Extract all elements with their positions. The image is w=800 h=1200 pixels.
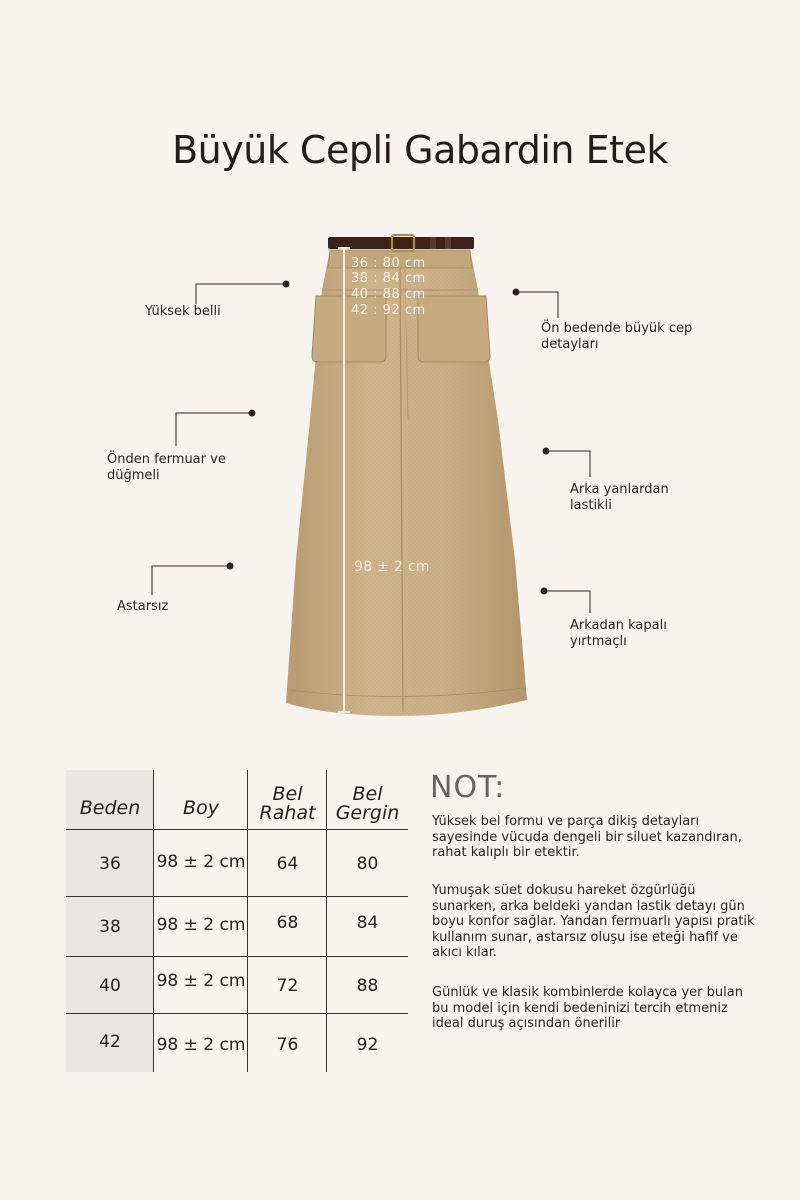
header-stretched-line2: Gergin <box>335 802 400 824</box>
cell-size: 40 <box>99 976 121 996</box>
waist-measurement-36: 36 : 80 cm <box>351 256 426 271</box>
header-size: Beden <box>79 797 141 819</box>
callout-line-back-elastic <box>546 451 590 477</box>
cell-relaxed: 76 <box>276 1035 299 1055</box>
callout-back-elastic: Arka yanlardan lastikli <box>570 482 669 513</box>
cell-relaxed: 64 <box>276 854 299 874</box>
cell-stretched: 80 <box>356 854 379 874</box>
callout-dot-front-zip <box>249 410 256 417</box>
header-relaxed-line2: Rahat <box>259 802 316 824</box>
callout-front-pockets: Ön bedende büyük cep detayları <box>541 321 693 352</box>
waist-measurement-38: 38 : 84 cm <box>351 271 426 286</box>
length-measurement: 98 ± 2 cm <box>354 559 430 575</box>
header-length: Boy <box>183 797 219 819</box>
callout-line-back-slit <box>544 591 590 613</box>
note-heading: NOT: <box>430 770 506 805</box>
callout-dot-back-elastic <box>543 448 550 455</box>
callout-dot-high-waist <box>283 281 290 288</box>
cell-size: 36 <box>99 854 121 874</box>
callout-dot-back-slit <box>541 588 548 595</box>
right-pocket <box>418 296 490 362</box>
header-relaxed-line1: Bel <box>272 783 303 805</box>
table-divider <box>66 829 408 830</box>
callout-line-unlined <box>152 566 229 595</box>
table-divider <box>66 956 408 957</box>
cell-length: 98 ± 2 cm <box>156 915 246 935</box>
callout-line-front-pockets <box>516 292 558 318</box>
cell-length: 98 ± 2 cm <box>156 1035 246 1055</box>
callout-back-slit: Arkadan kapalı yırtmaçlı <box>570 618 667 649</box>
cell-relaxed: 72 <box>276 976 299 996</box>
table-divider <box>66 1013 408 1014</box>
cell-stretched: 92 <box>356 1035 379 1055</box>
header-stretched-line1: Bel <box>352 783 383 805</box>
callout-front-zip: Önden fermuar ve düğmeli <box>107 452 226 483</box>
cell-length: 98 ± 2 cm <box>156 852 246 872</box>
callout-high-waist: Yüksek belli <box>145 304 221 319</box>
note-paragraph: Yumuşak süet dokusu hareket özgürlüğü sunarken, arka beldeki yandan lastik detayı gün boyu konfor sağlar. Yandan fermuarlı yapısı pratik kullanım sunar, astarsız oluşu ise eteği hafif ve akıcı kılar. <box>432 883 755 960</box>
cell-stretched: 84 <box>356 913 379 933</box>
cell-relaxed: 68 <box>276 913 299 933</box>
callout-unlined: Astarsız <box>117 599 169 614</box>
note-paragraph: Günlük ve klasik kombinlerde kolayca yer bulan bu model için kendi bedeninizi tercih etmeniz ideal duruş açısından önerilir <box>432 985 743 1031</box>
size-table <box>66 770 408 1072</box>
waist-measurement-40: 40 : 88 cm <box>351 287 426 302</box>
waist-measurement-42: 42 : 92 cm <box>351 303 426 318</box>
cell-size: 38 <box>99 917 121 937</box>
note-paragraph: Yüksek bel formu ve parça dikiş detayları sayesinde vücuda dengeli bir siluet kazandıran, rahat kalıplı bir etektir. <box>432 814 742 860</box>
page-title: Büyük Cepli Gabardin Etek <box>172 128 668 172</box>
callout-dot-unlined <box>227 563 234 570</box>
cell-length: 98 ± 2 cm <box>156 971 246 991</box>
table-divider <box>66 896 408 897</box>
callout-line-front-zip <box>176 413 251 446</box>
callout-line-high-waist <box>196 284 285 304</box>
cell-stretched: 88 <box>356 976 379 996</box>
callout-dot-front-pockets <box>513 289 520 296</box>
cell-size: 42 <box>99 1032 121 1052</box>
